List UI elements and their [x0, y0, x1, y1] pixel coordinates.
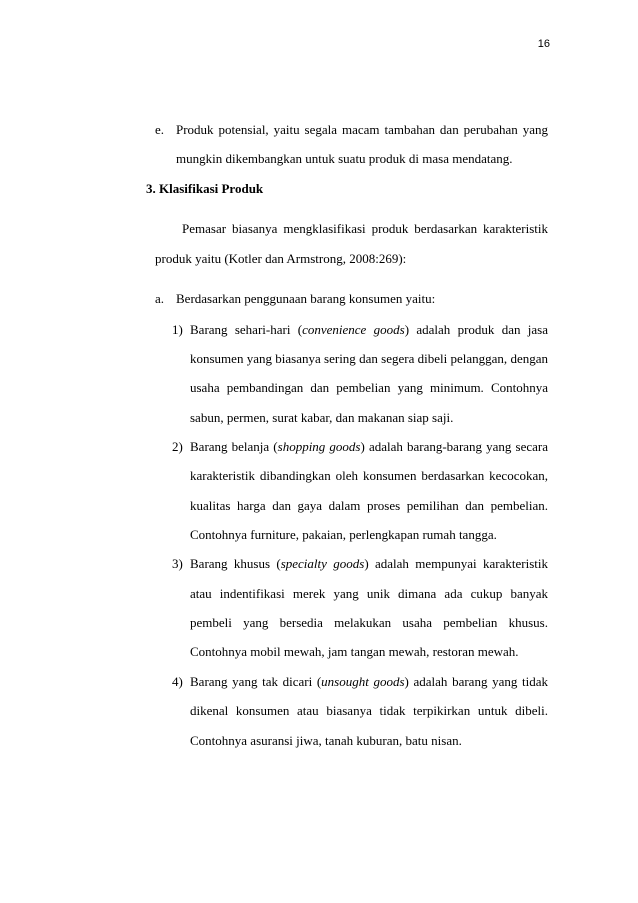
item-4-line2: dikenal konsumen atau biasanya tidak terpikirkan untuk dibeli.: [190, 703, 548, 718]
item-1-line3: usaha pembandingan dan pembelian yang minimum. Contohnya: [190, 380, 548, 395]
sub-a-text: Berdasarkan penggunaan barang konsumen yaitu:: [176, 291, 436, 306]
intro-line1: Pemasar biasanya mengklasifikasi produk berdasarkan karakteristik: [182, 221, 548, 236]
item-4-marker: 4): [172, 674, 183, 689]
item-4-line3: Contohnya asuransi jiwa, tanah kuburan, batu nisan.: [190, 733, 462, 748]
item-1-line1: Barang sehari-hari (convenience goods) adalah produk dan jasa: [190, 322, 548, 337]
sub-a-marker: a.: [155, 291, 165, 306]
item-1-line2: konsumen yang biasanya sering dan segera dibeli pelanggan, dengan: [190, 351, 548, 366]
item-1-marker: 1): [172, 322, 183, 337]
item-4-line1: Barang yang tak dicari (unsought goods) adalah barang yang tidak: [190, 674, 548, 689]
item-3-line4: Contohnya mobil mewah, jam tangan mewah, restoran mewah.: [190, 644, 519, 659]
item-e-line2: mungkin dikembangkan untuk suatu produk di masa mendatang.: [176, 151, 513, 166]
item-1-line4: sabun, permen, surat kabar, dan makanan siap saji.: [190, 410, 454, 425]
item-e-marker: e.: [155, 122, 165, 137]
page-number: 16: [537, 38, 550, 50]
item-3-line1: Barang khusus (specialty goods) adalah mempunyai karakteristik: [190, 556, 548, 571]
item-2-marker: 2): [172, 439, 183, 454]
item-3-marker: 3): [172, 556, 183, 571]
intro-line2: produk yaitu (Kotler dan Armstrong, 2008:269):: [155, 251, 407, 266]
item-2-line3: kualitas harga dan gaya dalam proses pemilihan dan pembelian.: [190, 498, 548, 513]
item-2-line1: Barang belanja (shopping goods) adalah barang-barang yang secara: [190, 439, 549, 454]
item-3-line2: atau indentifikasi merek yang unik dimana ada cukup banyak: [190, 586, 548, 601]
item-2-line4: Contohnya furniture, pakaian, perlengkapan rumah tangga.: [190, 527, 497, 542]
item-3-line3: pembeli yang bersedia melakukan usaha pembelian khusus.: [190, 615, 548, 630]
item-e-line1: Produk potensial, yaitu segala macam tambahan dan perubahan yang: [176, 122, 548, 137]
section-heading: 3. Klasifikasi Produk: [146, 181, 264, 196]
item-2-line2: karakteristik dibandingkan oleh konsumen berdasarkan kecocokan,: [190, 468, 548, 483]
